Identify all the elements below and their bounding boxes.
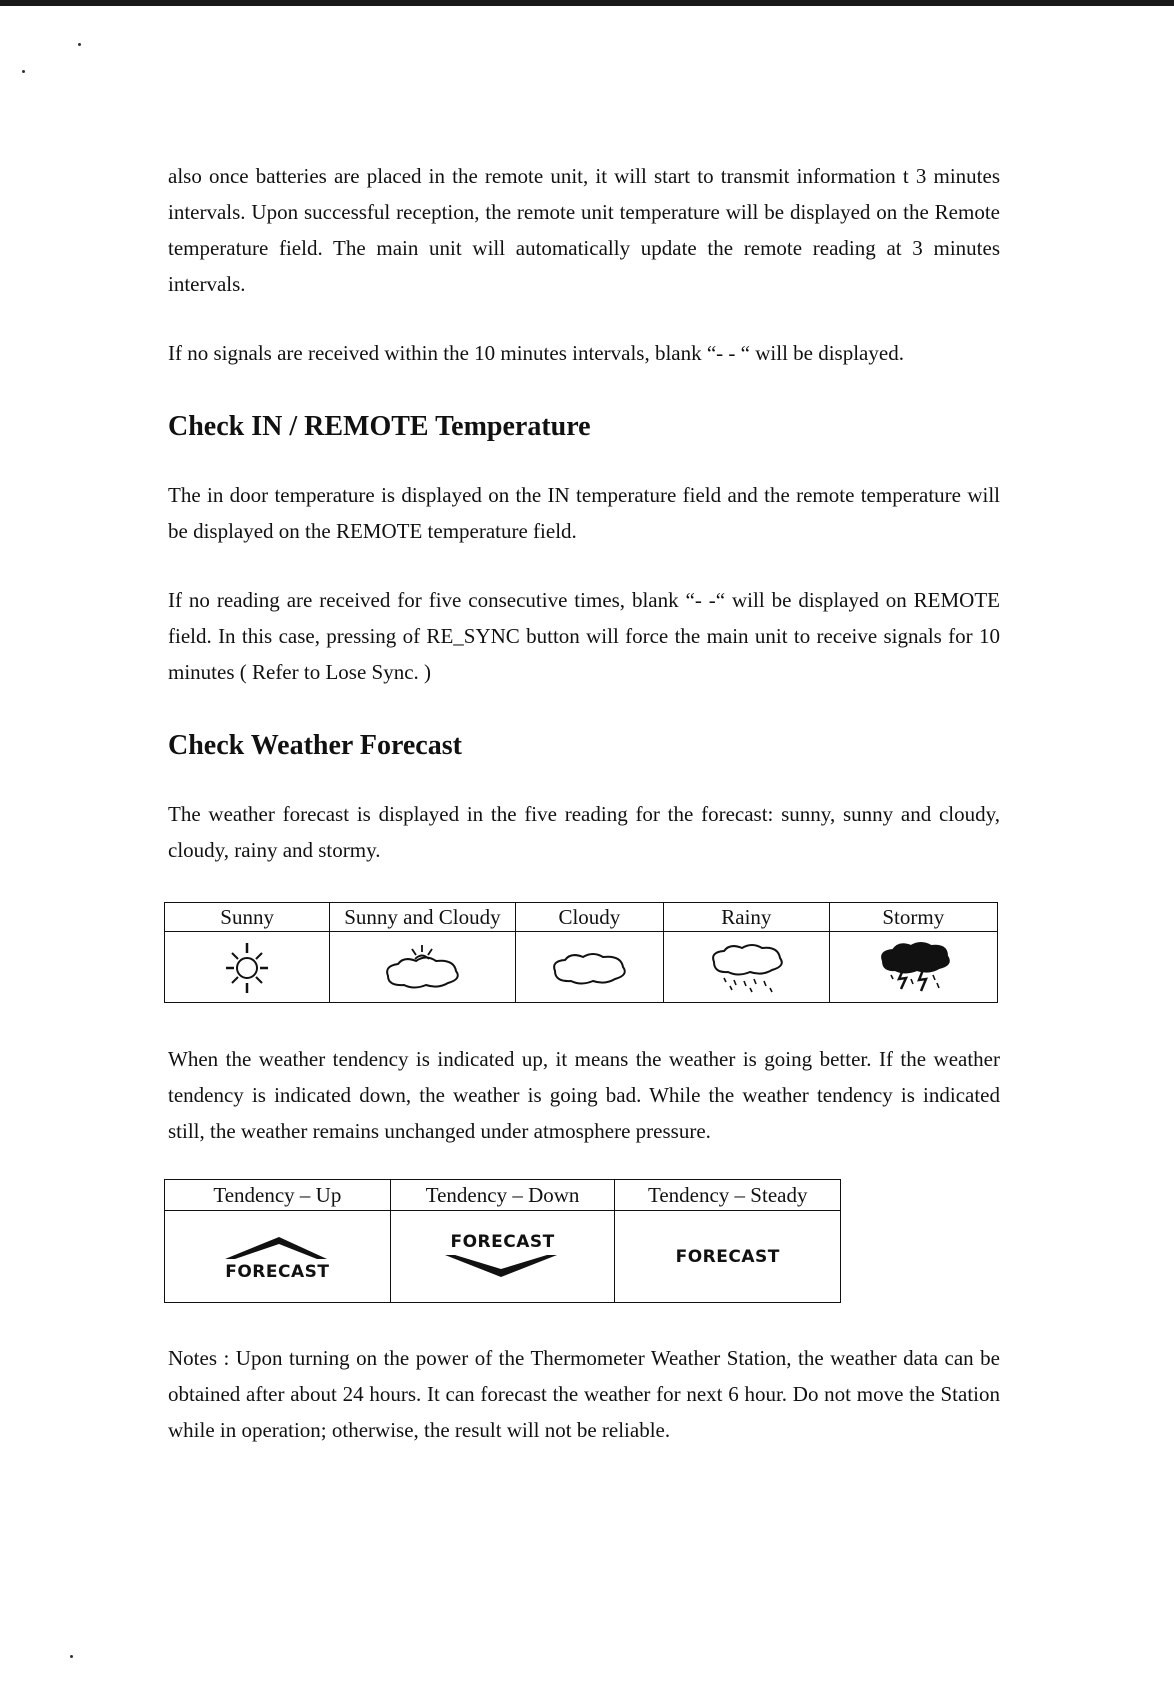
forecast-label: FORECAST (450, 1231, 555, 1252)
paragraph-no-signal: If no signals are received within the 10 minutes intervals, blank “- - “ will be displayed. (168, 341, 904, 365)
cloudy-cell (515, 932, 664, 1003)
tendency-steady-cell (615, 1211, 841, 1303)
header-rainy: Rainy (664, 903, 829, 932)
tendency-down-cell (390, 1211, 615, 1303)
scan-speck (22, 70, 25, 73)
arrow-down-icon (441, 1251, 565, 1281)
stormy-cell (829, 932, 997, 1003)
rainy-cell (664, 932, 829, 1003)
top-rule (0, 0, 1174, 6)
header-cloudy: Cloudy (515, 903, 664, 932)
table-header-row (165, 1180, 841, 1211)
tendency-up-cell (165, 1211, 391, 1303)
tendency-table (164, 1179, 841, 1303)
table-icon-row (165, 932, 998, 1003)
sunny-cloudy-cell (330, 932, 515, 1003)
sun-cloud-icon (374, 939, 470, 995)
weather-forecast-table (164, 902, 998, 1003)
header-tendency-down: Tendency – Down (390, 1180, 615, 1211)
paragraph-tendency: When the weather tendency is indicated up, it means the weather is going better. If the weather tendency is indicated down, the weather is going bad. While the weather tendency is indicated still, the weather remains unchanged under atmosphere pressure. (168, 1047, 1000, 1143)
paragraph-no-reading: If no reading are received for five consecutive times, blank “- -“ will be displayed on REMOTE field. In this case, pressing of RE_SYNC button will force the main unit to receive signals for 10 minutes ( Refer to Lose Sync. ) (168, 588, 1000, 684)
storm-cloud-icon (873, 937, 953, 997)
cloud-icon (547, 943, 631, 991)
scan-speck (70, 1655, 73, 1658)
heading-temperature: Check IN / REMOTE Temperature (168, 411, 591, 442)
paragraph-forecast: The weather forecast is displayed in the five reading for the forecast: sunny, sunny and cloudy, cloudy, rainy and stormy. (168, 802, 1000, 862)
table-icon-row (165, 1211, 841, 1303)
header-sunny: Sunny (165, 903, 330, 932)
scan-speck (78, 43, 81, 46)
paragraph-transmit: also once batteries are placed in the remote unit, it will start to transmit information t 3 minutes intervals. Upon successful reception, the remote unit temperature will be displayed on the Remote temperature field. The main unit will automatically update the remote reading at 3 minutes intervals. (168, 164, 1000, 296)
heading-forecast: Check Weather Forecast (168, 730, 462, 761)
sun-icon (222, 939, 272, 995)
rain-cloud-icon (704, 938, 788, 996)
paragraph-in-remote: The in door temperature is displayed on the IN temperature field and the remote temperature will be displayed on the REMOTE temperature field. (168, 483, 1000, 543)
forecast-label: FORECAST (225, 1261, 330, 1282)
arrow-up-icon (217, 1233, 337, 1263)
table-header-row (165, 903, 998, 932)
header-tendency-up: Tendency – Up (165, 1180, 391, 1211)
sunny-cell (165, 932, 330, 1003)
header-tendency-steady: Tendency – Steady (615, 1180, 841, 1211)
header-sunny-cloudy: Sunny and Cloudy (330, 903, 515, 932)
forecast-label: FORECAST (675, 1246, 780, 1267)
header-stormy: Stormy (829, 903, 997, 932)
page-content (168, 158, 1000, 1448)
paragraph-notes: Notes : Upon turning on the power of the Thermometer Weather Station, the weather data can be obtained after about 24 hours. It can forecast the weather for next 6 hour. Do not move the Station while in operation; otherwise, the result will not be reliable. (168, 1346, 1000, 1442)
